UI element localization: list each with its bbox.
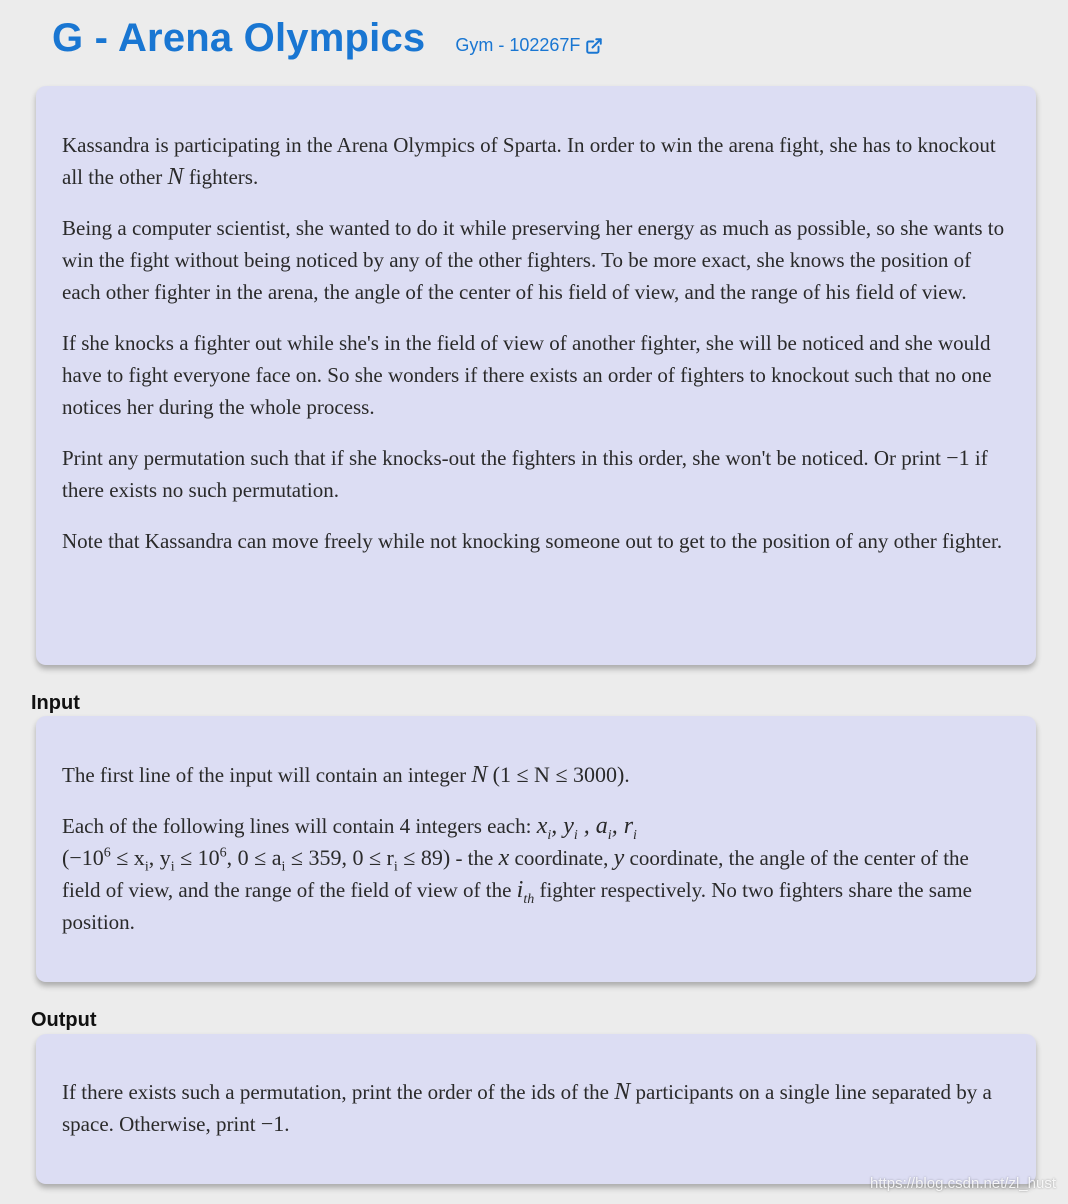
math-N: N bbox=[471, 762, 488, 788]
output-card bbox=[36, 1034, 1036, 1184]
output-paragraph: If there exists such a permutation, print the order of the ids of the N participants on a single line separated by a space. Otherwise, print −1. bbox=[62, 1079, 992, 1136]
output-heading: Output bbox=[31, 1009, 97, 1031]
page-title: G - Arena Olympics bbox=[52, 16, 426, 60]
statement-paragraph: Print any permutation such that if she knocks-out the fighters in this order, she won't be noticed. Or print −1 if there exists no such permutation. bbox=[62, 445, 988, 502]
math-x: x bbox=[498, 845, 510, 871]
math-xyar: $x_i$, $y_i$ , $a_i$, $r_i$ bbox=[536, 813, 637, 843]
page-header bbox=[52, 16, 603, 61]
math-neg-one: −1 bbox=[260, 1111, 285, 1136]
math-y: y bbox=[613, 845, 625, 871]
watermark: https://blog.csdn.net/zl_hust bbox=[870, 1175, 1056, 1192]
math-N: N bbox=[167, 164, 184, 190]
statement-paragraph: If she knocks a fighter out while she's in the field of view of another fighter, she will be noticed and she would have to fight everyone face on. So she wonders if there exists an order of fighters to knockout such that no one notices her during the whole process. bbox=[62, 331, 992, 419]
statement-paragraph: Note that Kassandra can move freely while not knocking someone out to get to the position of any other fighter. bbox=[62, 529, 1003, 553]
problem-source-label: Gym - 102267F bbox=[455, 35, 581, 55]
input-paragraph: The first line of the input will contain an integer N (1 ≤ N ≤ 3000). bbox=[62, 762, 630, 788]
statement-paragraph: Kassandra is participating in the Arena Olympics of Sparta. In order to win the arena fight, she has to knockout all the other N fighters. bbox=[62, 133, 996, 190]
math-N: N bbox=[614, 1079, 631, 1105]
input-heading: Input bbox=[31, 692, 80, 714]
external-link-icon bbox=[585, 37, 603, 55]
problem-source-link[interactable] bbox=[455, 35, 603, 56]
input-paragraph: Each of the following lines will contain 4 integers each: $x_i$, $y_i$ , $a_i$, $r_i$ ($-10^6 \le x_i$, $y_i \le 10^6$, $0 \le a_i \le 359$, $0 \le r_i \le 89$) - the x coordinate, y coordinate, the angle of the center of the field of view, and the range of the field of view of the $i_{th}$ fighter respectively. No two fighters share the same position. bbox=[62, 813, 972, 934]
input-card bbox=[36, 716, 1036, 982]
math-ith: $i_{th}$ bbox=[516, 877, 535, 907]
statement-card bbox=[36, 86, 1036, 665]
statement-paragraph: Being a computer scientist, she wanted to do it while preserving her energy as much as possible, so she wants to win the fight without being noticed by any of the other fighters. To be more exact, she knows the position of each other fighter in the arena, the angle of the center of his field of view, and the range of his field of view. bbox=[62, 216, 1005, 304]
math-neg-one: −1 bbox=[946, 445, 970, 470]
math-constraints: ($-10^6 \le x_i$, $y_i \le 10^6$, $0 \le a_i \le 359$, $0 \le r_i \le 89$) bbox=[62, 845, 451, 875]
math-n-range: (1 ≤ N ≤ 3000) bbox=[492, 762, 625, 787]
